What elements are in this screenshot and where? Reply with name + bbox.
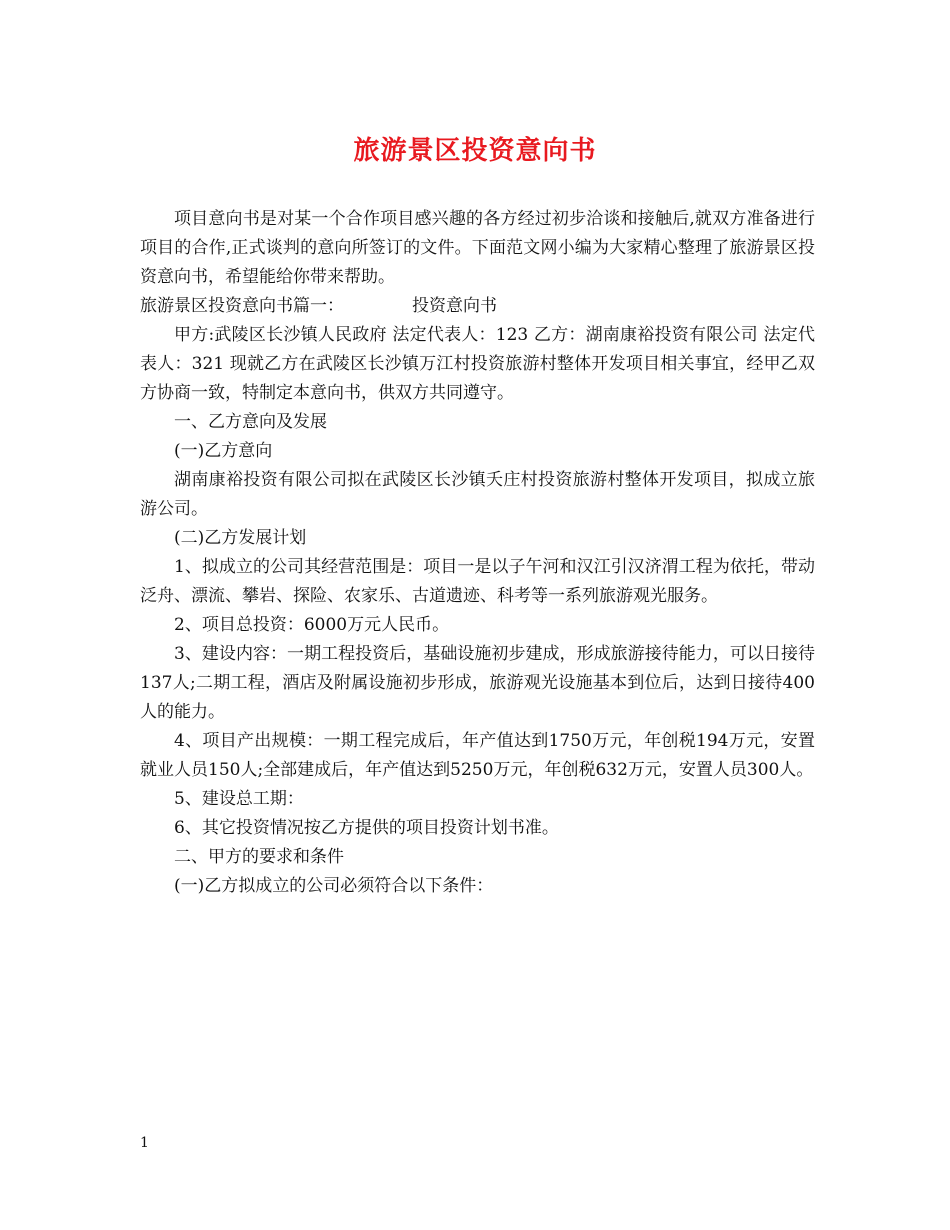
plan-item-6: 6、其它投资情况按乙方提供的项目投资计划书准。 (174, 818, 559, 838)
plan-item-4: 4、项目产出规模：一期工程完成后，年产值达到1750万元，年创税194万元，安置就业人员150人;全部建成后，年产值达到5250万元，年创税632万元，安置人员300人。 (140, 731, 815, 780)
heading-1: 一、乙方意向及发展 (174, 412, 327, 432)
subheading-2-1: (一)乙方拟成立的公司必须符合以下条件： (174, 876, 494, 896)
document-body (140, 205, 815, 901)
page-number: 1 (140, 1135, 149, 1151)
section-heading (140, 292, 815, 321)
intent-paragraph: 湖南康裕投资有限公司拟在武陵区长沙镇夭庄村投资旅游村整体开发项目，拟成立旅游公司。 (140, 470, 815, 519)
heading-2: 二、甲方的要求和条件 (174, 847, 344, 867)
plan-item-2: 2、项目总投资：6000万元人民币。 (174, 615, 450, 635)
plan-item-1: 1、拟成立的公司其经营范围是：项目一是以子午河和汉江引汉济渭工程为依托，带动泛舟、漂流、攀岩、探险、农家乐、古道遗迹、科考等一系列旅游观光服务。 (140, 557, 815, 606)
intro-paragraph: 项目意向书是对某一个合作项目感兴趣的各方经过初步洽谈和接触后,就双方准备进行项目的合作,正式谈判的意向所签订的文件。下面范文网小编为大家精心整理了旅游景区投资意向书，希望能给你带来帮助。 (140, 209, 815, 287)
plan-item-5: 5、建设总工期： (174, 789, 304, 809)
parties-paragraph: 甲方:武陵区长沙镇人民政府 法定代表人：123 乙方：湖南康裕投资有限公司 法定代表人：321 现就乙方在武陵区长沙镇万江村投资旅游村整体开发项目相关事宜，经甲乙双方协商一致，特制定本意向书，供双方共同遵守。 (140, 325, 815, 403)
section-heading-left: 旅游景区投资意向书篇一： (140, 296, 344, 316)
document-title: 旅游景区投资意向书 (353, 136, 597, 166)
subheading-1-2: (二)乙方发展计划 (174, 528, 307, 548)
plan-item-3: 3、建设内容：一期工程投资后，基础设施初步建成，形成旅游接待能力，可以日接待137人;二期工程，酒店及附属设施初步形成，旅游观光设施基本到位后，达到日接待400人的能力。 (140, 644, 815, 722)
section-heading-right: 投资意向书 (412, 296, 497, 316)
subheading-1-1: (一)乙方意向 (174, 441, 273, 461)
